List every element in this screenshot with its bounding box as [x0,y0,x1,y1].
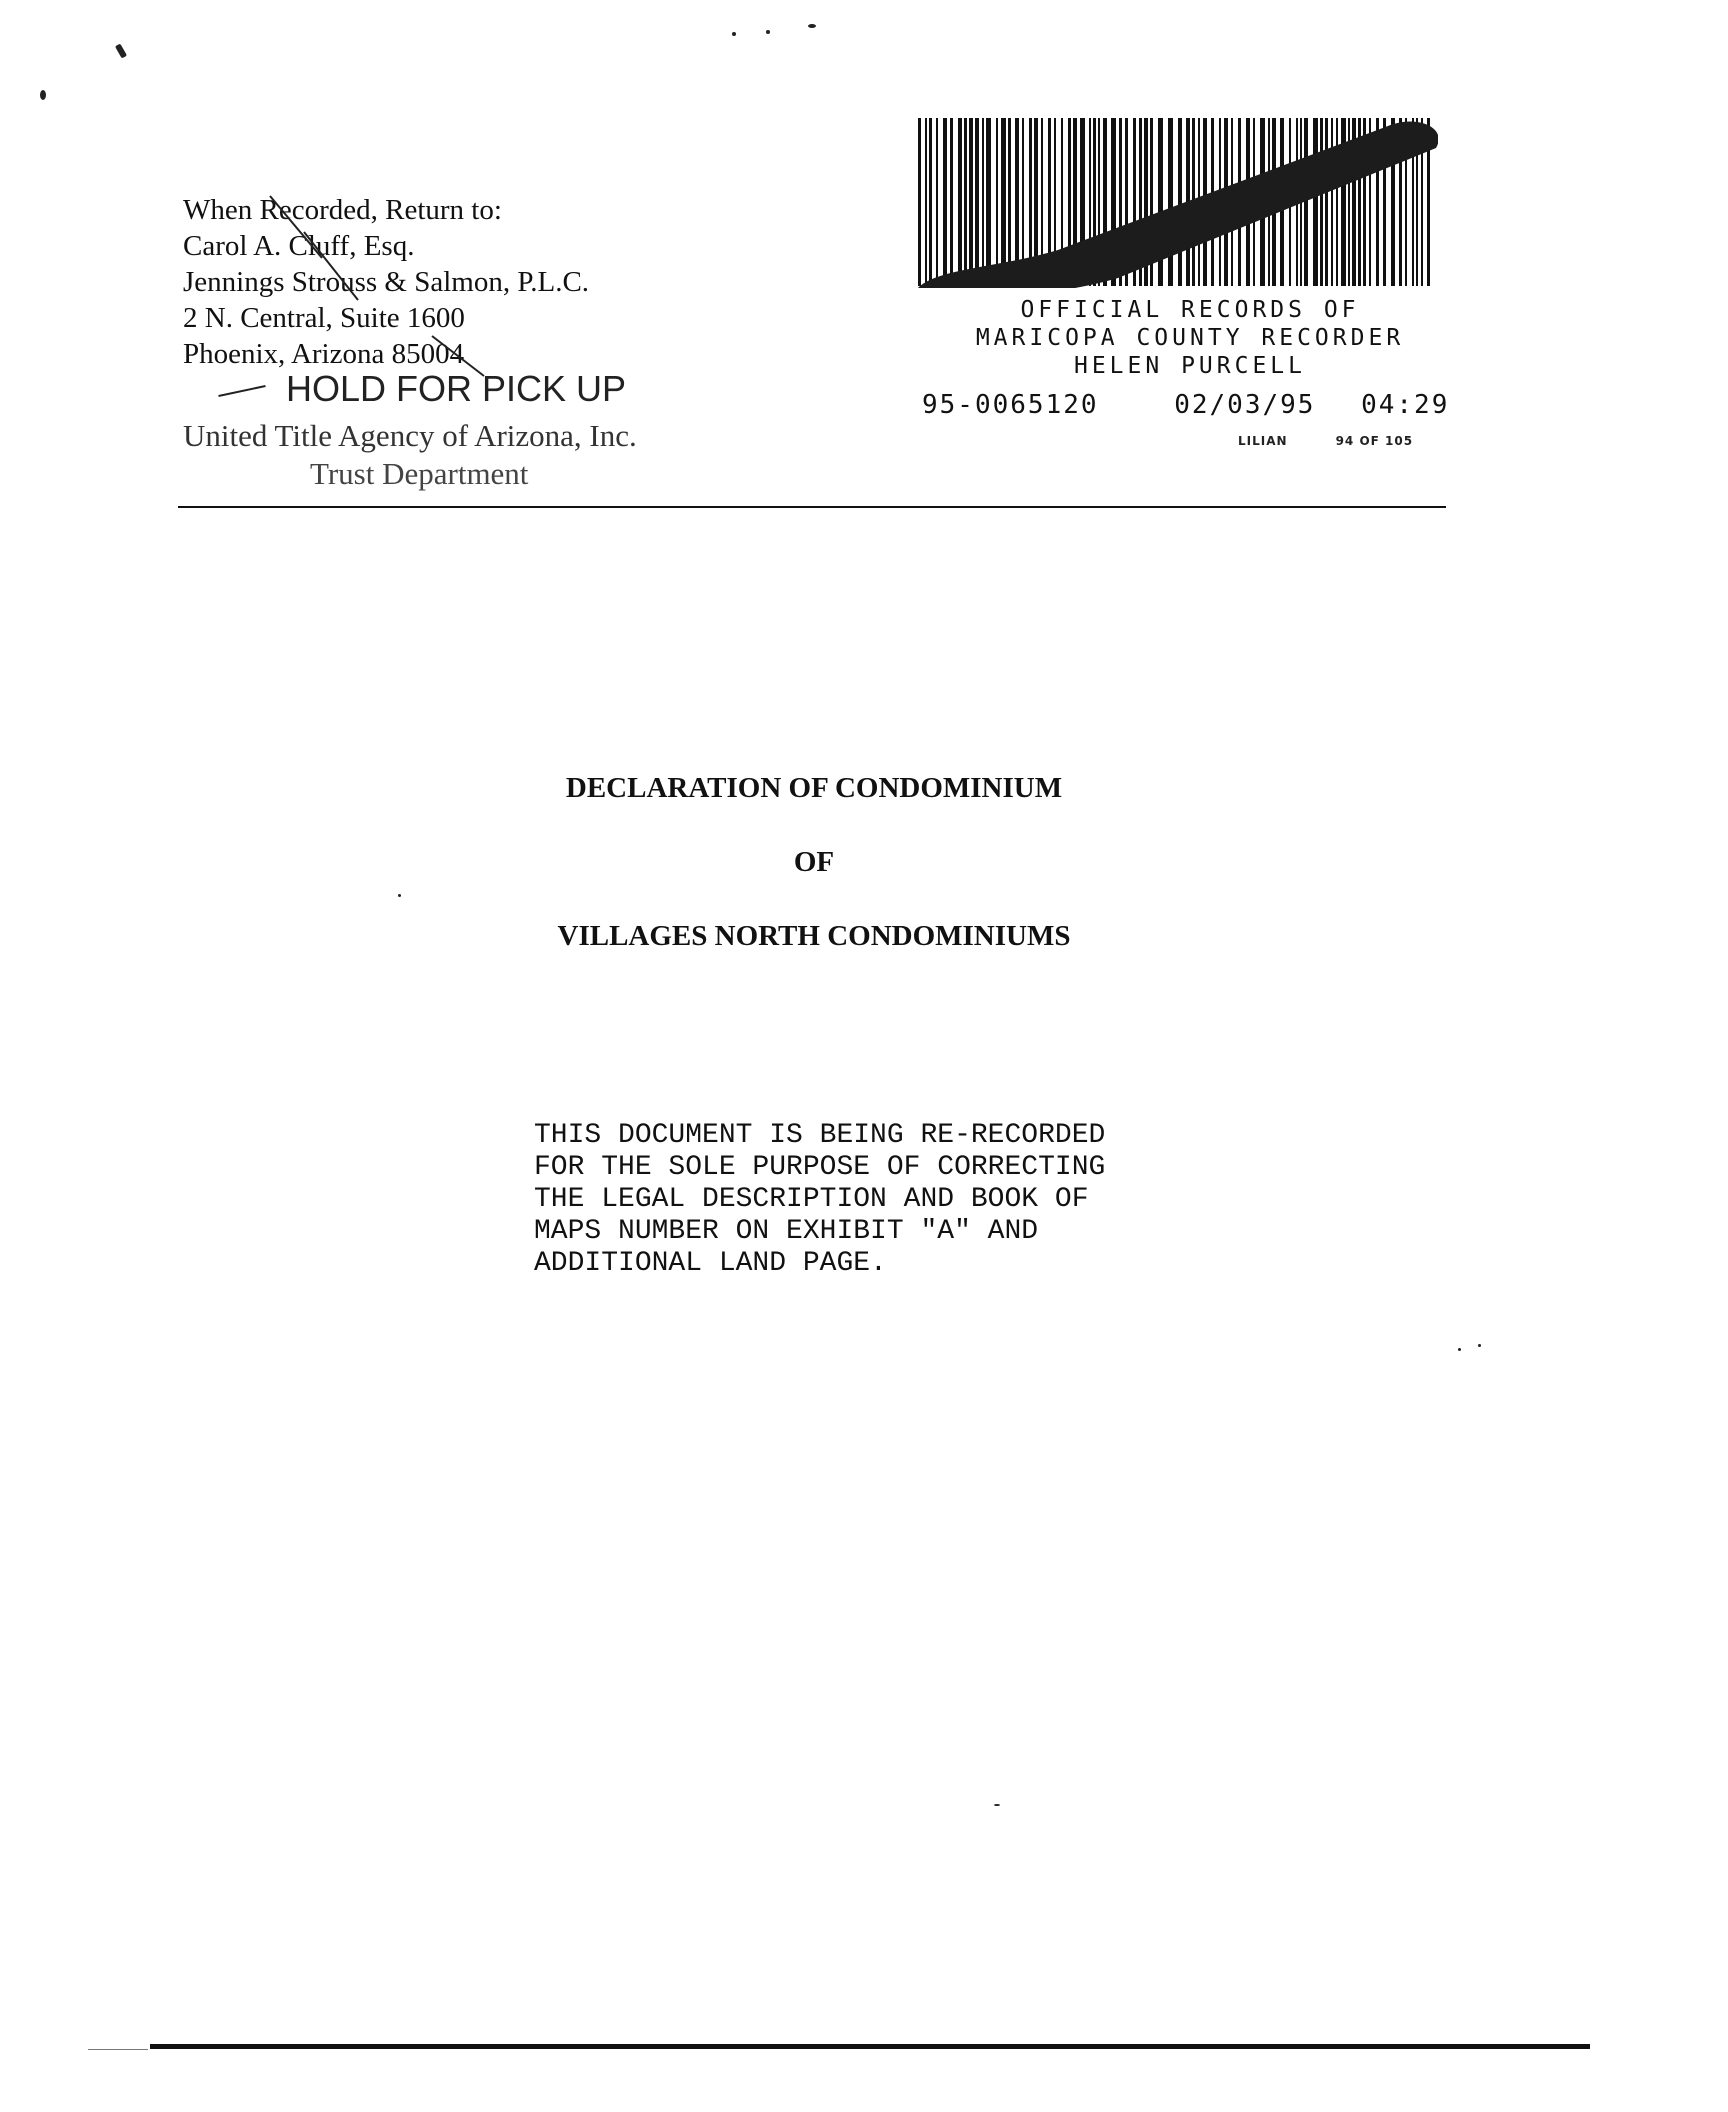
barcode-bar [964,118,967,286]
barcode-bar [950,118,953,286]
clerk-name: LILIAN [1238,434,1288,448]
note-line: FOR THE SOLE PURPOSE OF CORRECTING [534,1152,1106,1183]
note-line: ADDITIONAL LAND PAGE. [534,1248,887,1279]
return-address-line: Phoenix, Arizona 85004 [183,338,465,370]
barcode-graphic [918,118,1438,288]
return-address-line: Carol A. Cluff, Esq. [183,230,415,262]
scan-speck [1478,1344,1481,1347]
barcode-bar [1168,118,1173,286]
return-address-line: When Recorded, Return to: [183,194,502,226]
recorder-name: HELEN PURCELL [1073,353,1306,379]
barcode-bar [1325,118,1328,286]
barcode-bar [1008,118,1011,286]
hold-for-pickup-text: HOLD FOR PICK UP [286,368,627,409]
header-divider [178,506,1446,508]
note-line: THE LEGAL DESCRIPTION AND BOOK OF [534,1184,1089,1215]
re-recording-note [534,1120,1254,1280]
recording-date: 02/03/95 [1174,390,1316,420]
barcode-bar [1001,118,1006,286]
barcode-bar [943,118,947,286]
barcode-bar [1320,118,1323,286]
return-address-line: Jennings Strouss & Salmon, P.L.C. [183,266,590,298]
recorder-line: OFFICIAL RECORDS OF [1020,297,1360,323]
recording-info [922,390,1462,420]
scan-speck [398,894,401,897]
stamp-department: Trust Department [310,456,529,491]
stamp-agency: United Title Agency of Arizona, Inc. [183,418,637,453]
barcode-bar [1178,118,1182,286]
scan-speck [994,1804,1000,1806]
barcode-bar [986,118,991,286]
barcode-bar [982,118,984,286]
pen-strike-marks [0,0,1728,600]
note-line: MAPS NUMBER ON EXHIBIT "A" AND [534,1216,1039,1247]
recorder-header [940,296,1440,380]
document-number: 95-0065120 [922,390,1099,420]
recording-time: 04:29 [1361,390,1450,420]
barcode-bar [925,118,927,286]
barcode-bar [969,118,973,286]
recorder-line: MARICOPA COUNTY RECORDER [975,325,1405,351]
return-address-line: 2 N. Central, Suite 1600 [183,302,465,334]
page-count: 94 OF 105 [1335,434,1414,448]
note-line: THIS DOCUMENT IS BEING RE-RECORDED [534,1120,1106,1151]
barcode-bar [975,118,979,286]
document-title-of: OF [793,846,835,878]
barcode-bar [958,118,962,286]
barcode-bar [1313,118,1318,286]
footer-rule [150,2044,1590,2049]
document-subtitle: VILLAGES NORTH CONDOMINIUMS [557,920,1071,952]
footer-rule-thin [88,2049,148,2050]
barcode-bar [929,118,932,286]
barcode-bar [1336,118,1338,286]
barcode-bar [1304,118,1308,286]
barcode-bar [996,118,998,286]
barcode-bar [1331,118,1333,286]
recorder-barcode [918,118,1438,288]
document-title: DECLARATION OF CONDOMINIUM [565,772,1063,804]
scan-speck [1458,1348,1461,1351]
barcode-bar [918,118,921,286]
recording-meta [1238,434,1413,448]
hold-for-pickup-stamp [218,368,626,410]
barcode-bar [936,118,938,286]
stamp-dash [218,386,265,398]
